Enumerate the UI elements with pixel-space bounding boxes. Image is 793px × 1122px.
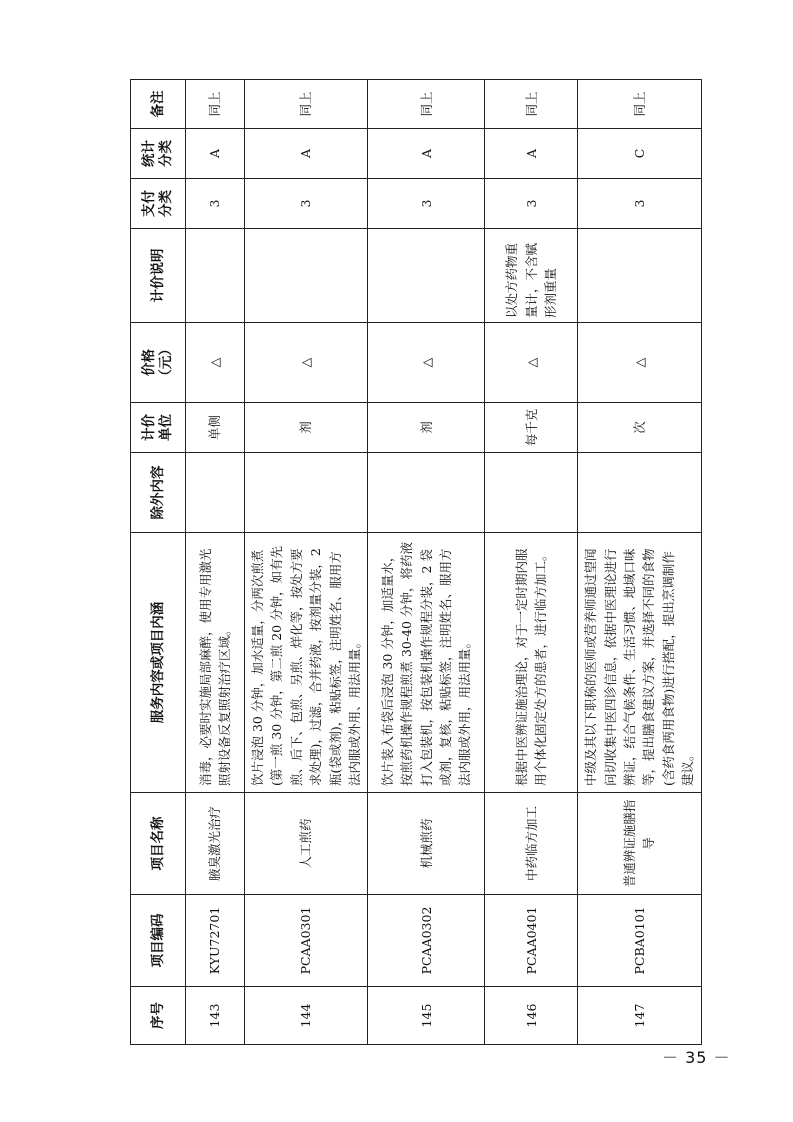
cell-stat: A: [245, 129, 368, 179]
table-row: [186, 80, 245, 1045]
cell-note: [186, 229, 245, 323]
header-note: 计价说明: [131, 229, 186, 323]
cell-content: 中级及其以下职称的医师或营养师通过望闻问切收集中医四诊信息，依据中医理论进行辨证，结合气候条件、生活习惯、地域口味等，提出膳食建议方案，并选择不同的食物(含药食两用食物)进行搭配，提出烹调制作建议。: [578, 533, 701, 793]
table-row: [368, 80, 485, 1045]
cell-seq: 143: [186, 987, 245, 1045]
cell-content: 消毒，必要时实施局部麻醉，使用专用激光照射设备反复照射治疗区域。: [186, 533, 245, 793]
cell-pay: 3: [368, 179, 485, 229]
cell-stat: A: [368, 129, 485, 179]
cell-excluded: [245, 453, 368, 533]
cell-name: 中药临方加工: [485, 793, 578, 895]
header-name: 项目名称: [131, 793, 186, 895]
cell-price: △: [245, 323, 368, 403]
header-pay: 支付 分类: [131, 179, 186, 229]
cell-stat: C: [578, 129, 701, 179]
cell-price: △: [578, 323, 701, 403]
cell-stat: A: [186, 129, 245, 179]
cell-stat: A: [485, 129, 578, 179]
cell-seq: 147: [578, 987, 701, 1045]
cell-code: PCAA0401: [485, 895, 578, 987]
cell-pay: 3: [186, 179, 245, 229]
cell-note: [245, 229, 368, 323]
header-unit: 计价 单位: [131, 403, 186, 453]
cell-code: PCBA0101: [578, 895, 701, 987]
page-number: － 35 －: [662, 1048, 731, 1067]
cell-excluded: [186, 453, 245, 533]
cell-note: [578, 229, 701, 323]
rotated-table-container: [130, 80, 696, 1045]
header-seq: 序号: [131, 987, 186, 1045]
cell-excluded: [485, 453, 578, 533]
cell-excluded: [368, 453, 485, 533]
cell-name: 机械煎药: [368, 793, 485, 895]
cell-price: △: [485, 323, 578, 403]
cell-remark: 同上: [485, 80, 578, 129]
cell-remark: 同上: [186, 80, 245, 129]
cell-name: 普通辨证施膳指导: [578, 793, 701, 895]
rotated-table: [130, 80, 696, 1045]
cell-pay: 3: [245, 179, 368, 229]
cell-code: KYU72701: [186, 895, 245, 987]
cell-unit: 单侧: [186, 403, 245, 453]
table-row: [578, 80, 701, 1045]
table-row: [245, 80, 368, 1045]
cell-name: 腋臭激光治疗: [186, 793, 245, 895]
header-code: 项目编码: [131, 895, 186, 987]
cell-content: 饮片浸泡 30 分钟，加水适量，分两次煎煮(第一煎 30 分钟，第二煎 20 分钟，如有先煎、后下、包煎、另煎、烊化等，按处方要求处理)，过滤，合并药液，按剂量分装，2 瓶(袋或剂)，粘贴标签，注明姓名、服用方法内服或外用、用法用量。: [245, 533, 368, 793]
cell-code: PCAA0302: [368, 895, 485, 987]
cell-remark: 同上: [578, 80, 701, 129]
cell-price: △: [186, 323, 245, 403]
cell-remark: 同上: [245, 80, 368, 129]
cell-seq: 146: [485, 987, 578, 1045]
cell-unit: 剂: [368, 403, 485, 453]
cell-remark: 同上: [368, 80, 485, 129]
cell-seq: 145: [368, 987, 485, 1045]
table-row: [485, 80, 578, 1045]
cell-content: 饮片装入布袋后浸泡 30 分钟，加适量水，按煎药机操作规程煎煮 30-40 分钟，将药液打入包装机，按包装机操作规程分装，2 袋或剂，复核，粘贴标签，注明姓名、服用方法内服或外用，用法用量。: [368, 533, 485, 793]
cell-unit: 每千克: [485, 403, 578, 453]
cell-name: 人工煎药: [245, 793, 368, 895]
cell-seq: 144: [245, 987, 368, 1045]
header-remark: 备注: [131, 80, 186, 129]
cell-note: [368, 229, 485, 323]
cell-content: 根据中医辨证施治理论，对于一定时期内服用个体化固定处方的患者，进行临方加工。: [485, 533, 578, 793]
cell-price: △: [368, 323, 485, 403]
header-excluded: 除外内容: [131, 453, 186, 533]
fee-table: [130, 79, 702, 1045]
cell-pay: 3: [578, 179, 701, 229]
header-content: 服务内容或项目内涵: [131, 533, 186, 793]
cell-unit: 剂: [245, 403, 368, 453]
table-header-row: [131, 80, 186, 1045]
cell-pay: 3: [485, 179, 578, 229]
header-price: 价格 （元）: [131, 323, 186, 403]
cell-excluded: [578, 453, 701, 533]
cell-note: 以处方药物重量计，不含赋形剂重量: [485, 229, 578, 323]
header-stat: 统计 分类: [131, 129, 186, 179]
cell-code: PCAA0301: [245, 895, 368, 987]
cell-unit: 次: [578, 403, 701, 453]
